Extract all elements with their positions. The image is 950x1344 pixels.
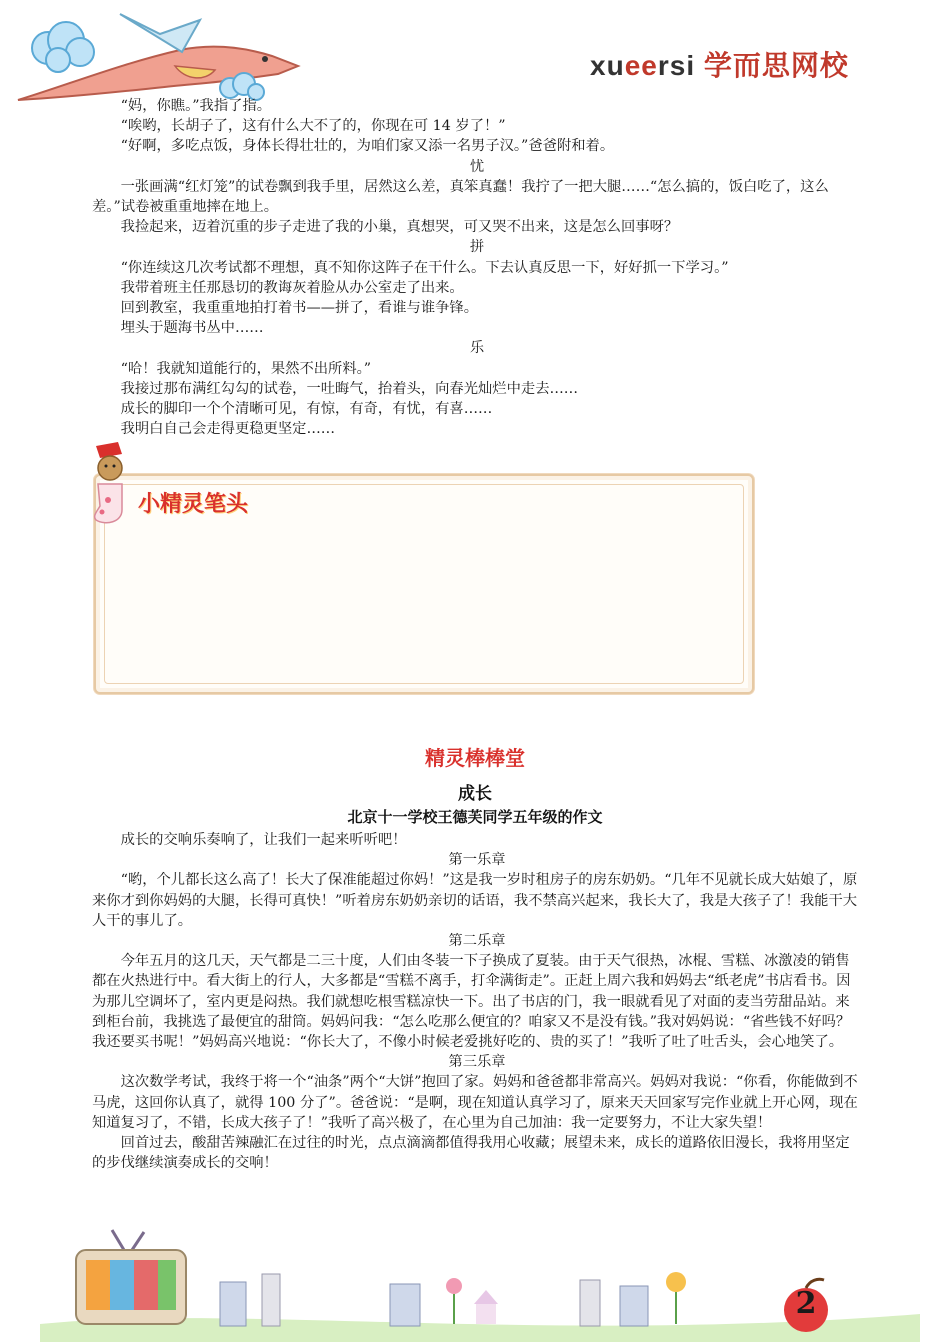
story-paragraph: 我带着班主任那恳切的教诲灰着脸从办公室走了出来。 — [120, 279, 464, 296]
cloud-icon — [32, 22, 94, 72]
writing-box-title: 小精灵笔头 — [138, 492, 249, 517]
story-paragraph: 一张画满“红灯笼”的试卷飘到我手里，居然这么差，真笨真蠢！我拧了一把大腿……“怎么搞的，饭白吃了，这么差。”试卷被重重地摔在地上。 — [92, 178, 829, 216]
logo-chinese: 学而思网校 — [703, 50, 849, 81]
story-paragraph: 我接过那布满红勾勾的试卷，一吐晦气，抬着头，向春光灿烂中走去…… — [120, 380, 579, 397]
story-paragraph: 回到教室，我重重地拍打着书——拼了，看谁与谁争锋。 — [120, 300, 479, 317]
story-line: “好啊，多吃点饭，身体长得壮壮的，为咱们家又添一名男子汉。”爸爸附和着。 — [120, 138, 615, 155]
brand-logo — [590, 44, 849, 84]
story-paragraph: 成长的脚印一个个清晰可见，有惊，有奇，有忧，有喜…… — [120, 401, 493, 418]
story-paragraph: 我明白自己会走得更稳更坚定…… — [120, 421, 336, 438]
essay-body — [92, 830, 862, 1173]
page-number: 2 — [795, 1286, 817, 1321]
story-paragraph: “你连续这几次考试都不理想，真不知你这阵子在干什么。下去认真反思一下，好好抓一下学习。” — [120, 259, 729, 276]
television-icon — [76, 1230, 186, 1324]
logo-latin: xueersi — [590, 50, 696, 81]
chapter-text: 今年五月的这几天，天气都是二三十度，人们由冬装一下子换成了夏装。由于天气很热，冰棍、雪糕、冰激凌的销售都在火热进行中。看大街上的行人，大多都是“雪糕不离手，打伞满街走”。正赶上周六我和妈妈去“纸老虎”书店看书。因为那儿空调坏了，室内更是闷热。我们就想吃根雪糕凉快一下。出了书店的门，我一眼就看见了对面的麦当劳甜品站。来到柜台前，我挑选了最便宜的甜筒。妈妈问我：“怎么吃那么便宜的？咱家又不是没有钱。”我对妈妈说：“省些钱不好吗？我还要买书呢！”妈妈高兴地说：“你长大了，不像小时候老爱挑好吃的、贵的买了！”我听了吐了吐舌头，会心地笑了。 — [92, 953, 851, 1051]
essay-intro: 成长的交响乐奏响了，让我们一起来听听吧！ — [120, 832, 407, 848]
section-heading-le: 乐 — [469, 340, 485, 357]
house-icon — [474, 1290, 498, 1324]
teddy-bear-stocking-icon — [88, 440, 136, 530]
building-icon — [220, 1274, 648, 1326]
section-heading-you: 忧 — [469, 158, 485, 175]
footer-scenery — [40, 1224, 920, 1342]
essay-title: 成长 — [458, 784, 492, 804]
chapter-text: 这次数学考试，我终于将一个“油条”两个“大饼”抱回了家。妈妈和爸爸都非常高兴。妈妈对我说：“你看，你能做到不马虎，这回你认真了，就得 100 分了”。爸爸说：“是啊，现在知道认真学习了，原来天天回家写完作业就上开心网，现在知道复习了，不错，长成大孩子了！”我听了高兴极了，在心里为自己加油：我一定要努力，不让大家失望！ — [92, 1074, 858, 1131]
essay-byline: 北京十一学校王德芙同学五年级的作文 — [347, 808, 603, 826]
chapter-title: 第一乐章 — [448, 852, 506, 869]
story-paragraph: 我捡起来，迈着沉重的步子走进了我的小巢，真想哭，可又哭不出来，这是怎么回事呀？ — [120, 219, 679, 236]
story-line: “妈，你瞧。”我指了指。 — [120, 98, 272, 114]
feature-heading: 精灵棒棒堂 — [425, 746, 525, 770]
story-paragraph: “哈！我就知道能行的，果然不出所料。” — [120, 360, 372, 377]
dragon-illustration — [10, 4, 310, 104]
story-line: “唉哟，长胡子了，这有什么大不了的，你现在可 14 岁了！” — [120, 118, 506, 135]
chapter-text: “哟，个儿都长这么高了！长大了保准能超过你妈！”这是我一岁时租房子的房东奶奶。“几年不见就长成大姑娘了，原来你才到你妈妈的大腿，长得可真快！”听着房东奶奶亲切的话语，我不禁高兴起来，我长大了，我是大孩子了！我能干大人干的事儿了。 — [92, 872, 858, 929]
chapter-title: 第二乐章 — [448, 933, 506, 950]
section-heading-pin: 拼 — [469, 239, 485, 256]
story-paragraph: 埋头于题海书丛中…… — [120, 320, 264, 337]
chapter-title: 第三乐章 — [448, 1054, 506, 1071]
essay-outro: 回首过去，酸甜苦辣融汇在过往的时光，点点滴滴都值得我用心收藏；展望未来，成长的道路依旧漫长，我将用坚定的步伐继续演奏成长的交响！ — [92, 1135, 850, 1172]
story-part-one — [92, 96, 862, 439]
